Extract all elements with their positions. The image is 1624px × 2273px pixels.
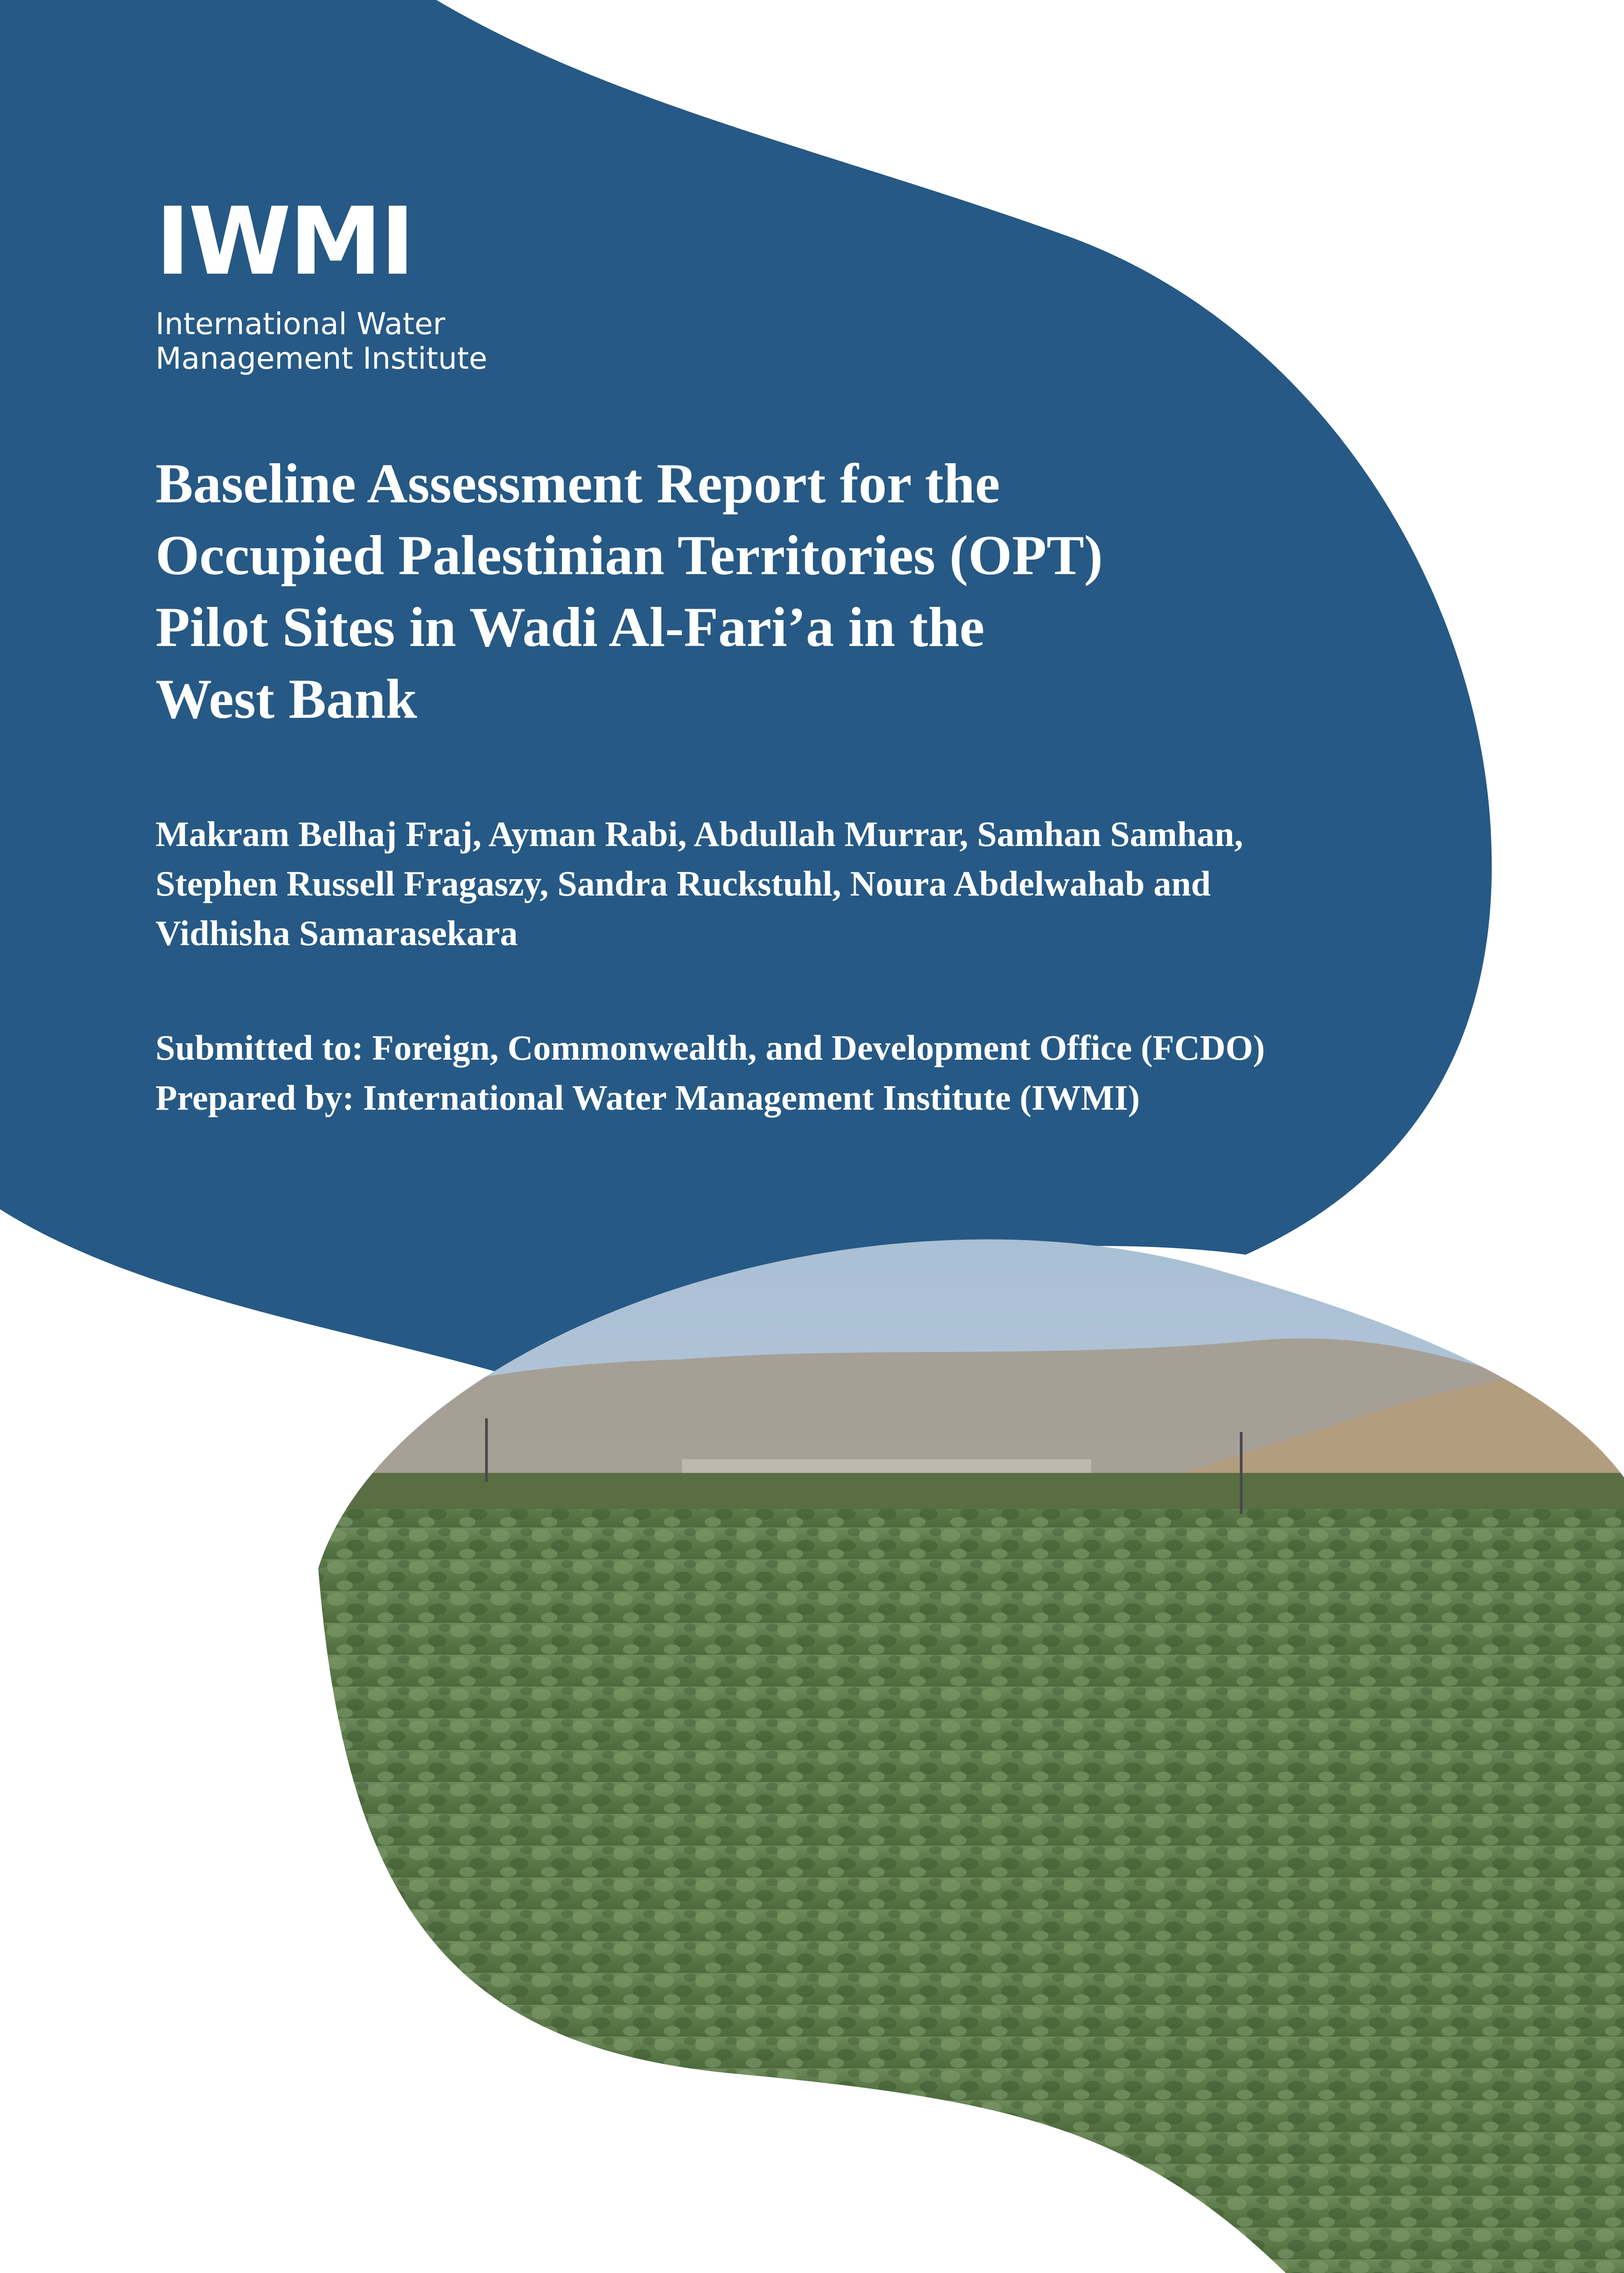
prepared-by: Prepared by: International Water Management Institute (IWMI) xyxy=(155,1078,1140,1117)
iwmi-organization-name xyxy=(155,307,487,376)
title-line: Baseline Assessment Report for the xyxy=(155,452,1000,515)
field-photo xyxy=(273,1227,1624,2273)
authors-line: Vidhisha Samarasekara xyxy=(155,913,518,953)
submitted-to: Submitted to: Foreign, Commonwealth, and Development Office (FCDO) xyxy=(155,1028,1265,1067)
title-line: West Bank xyxy=(155,668,417,730)
iwmi-logo xyxy=(155,188,487,376)
org-name-line-1: International Water xyxy=(155,306,446,341)
authors-list xyxy=(155,809,1383,958)
submission-info xyxy=(155,1023,1429,1123)
crop-field xyxy=(273,1509,1624,2273)
distant-village xyxy=(682,1459,1091,1473)
title-line: Pilot Sites in Wadi Al-Fari’a in the xyxy=(155,596,985,658)
title-line: Occupied Palestinian Territories (OPT) xyxy=(155,524,1103,586)
report-title xyxy=(155,448,1383,735)
orchard-strip xyxy=(273,1473,1624,1509)
authors-line: Makram Belhaj Fraj, Ayman Rabi, Abdullah Murrar, Samhan Samhan, xyxy=(155,814,1243,854)
org-name-line-2: Management Institute xyxy=(155,341,487,376)
iwmi-logo-mark: IWMI xyxy=(155,188,413,296)
authors-line: Stephen Russell Fragaszy, Sandra Ruckstuhl, Noura Abdelwahab and xyxy=(155,864,1211,903)
